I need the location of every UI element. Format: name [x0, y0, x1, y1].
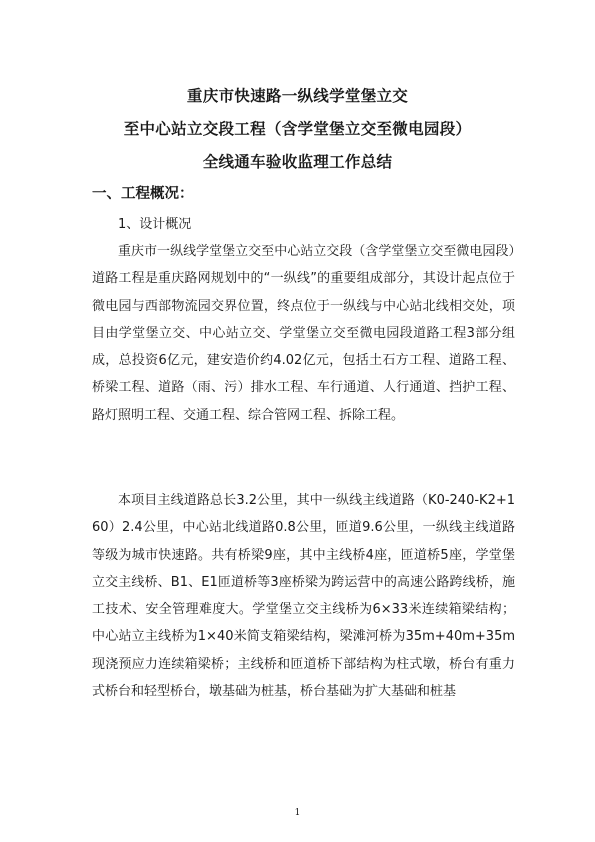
- body-paragraph-2: 本项目主线道路总长3.2公里，其中一纵线主线道路（K0-240-K2+160）2.4公里，中心站北线道路0.8公里，匝道9.6公里，一纵线主线道路等级为城市快速路。共有桥梁9座，其中主线桥4座，匝道桥5座，学堂堡立交主线桥、B1、E1匝道桥等3座桥梁为跨运营中的高速公路跨线桥，施工技术、安全管理难度大。学堂堡立交主线桥为6×33米连续箱梁结构；中心站立主线桥为1×40米简支箱梁结构，梁滩河桥为35m+40m+35m现浇预应力连续箱梁桥；主线桥和匝道桥下部结构为柱式墩，桥台有重力式桥台和轻型桥台，墩基础为桩基，桥台基础为扩大基础和桩基: [92, 493, 515, 700]
- subsection-heading: 1、设计概况: [118, 217, 192, 232]
- document-title-line-2: 至中心站立交段工程（含学堂堡立交至微电园段）: [123, 120, 472, 138]
- body-paragraph-1: 重庆市一纵线学堂堡立交至中心站立交段（含学堂堡立交至微电园段）道路工程是重庆路网规划中的“一纵线”的重要组成部分，其设计起点位于微电园与西部物流园交界位置，终点位于一纵线与中心站北线相交处，项目由学堂堡立交、中心站立交、学堂堡立交至微电园段道路工程3部分组成，总投资6亿元，建安造价约4.02亿元，包括土石方工程、道路工程、桥梁工程、道路（雨、污）排水工程、车行通道、人行通道、挡护工程、路灯照明工程、交通工程、综合管网工程、拆除工程。: [92, 244, 515, 423]
- page-number: 1: [294, 808, 301, 818]
- document-title-line-3: 全线通车验收监理工作总结: [202, 153, 393, 171]
- section-heading: 一、工程概况：: [92, 186, 194, 202]
- document-title-line-1: 重庆市快速路一纵线学堂堡立交: [186, 87, 409, 105]
